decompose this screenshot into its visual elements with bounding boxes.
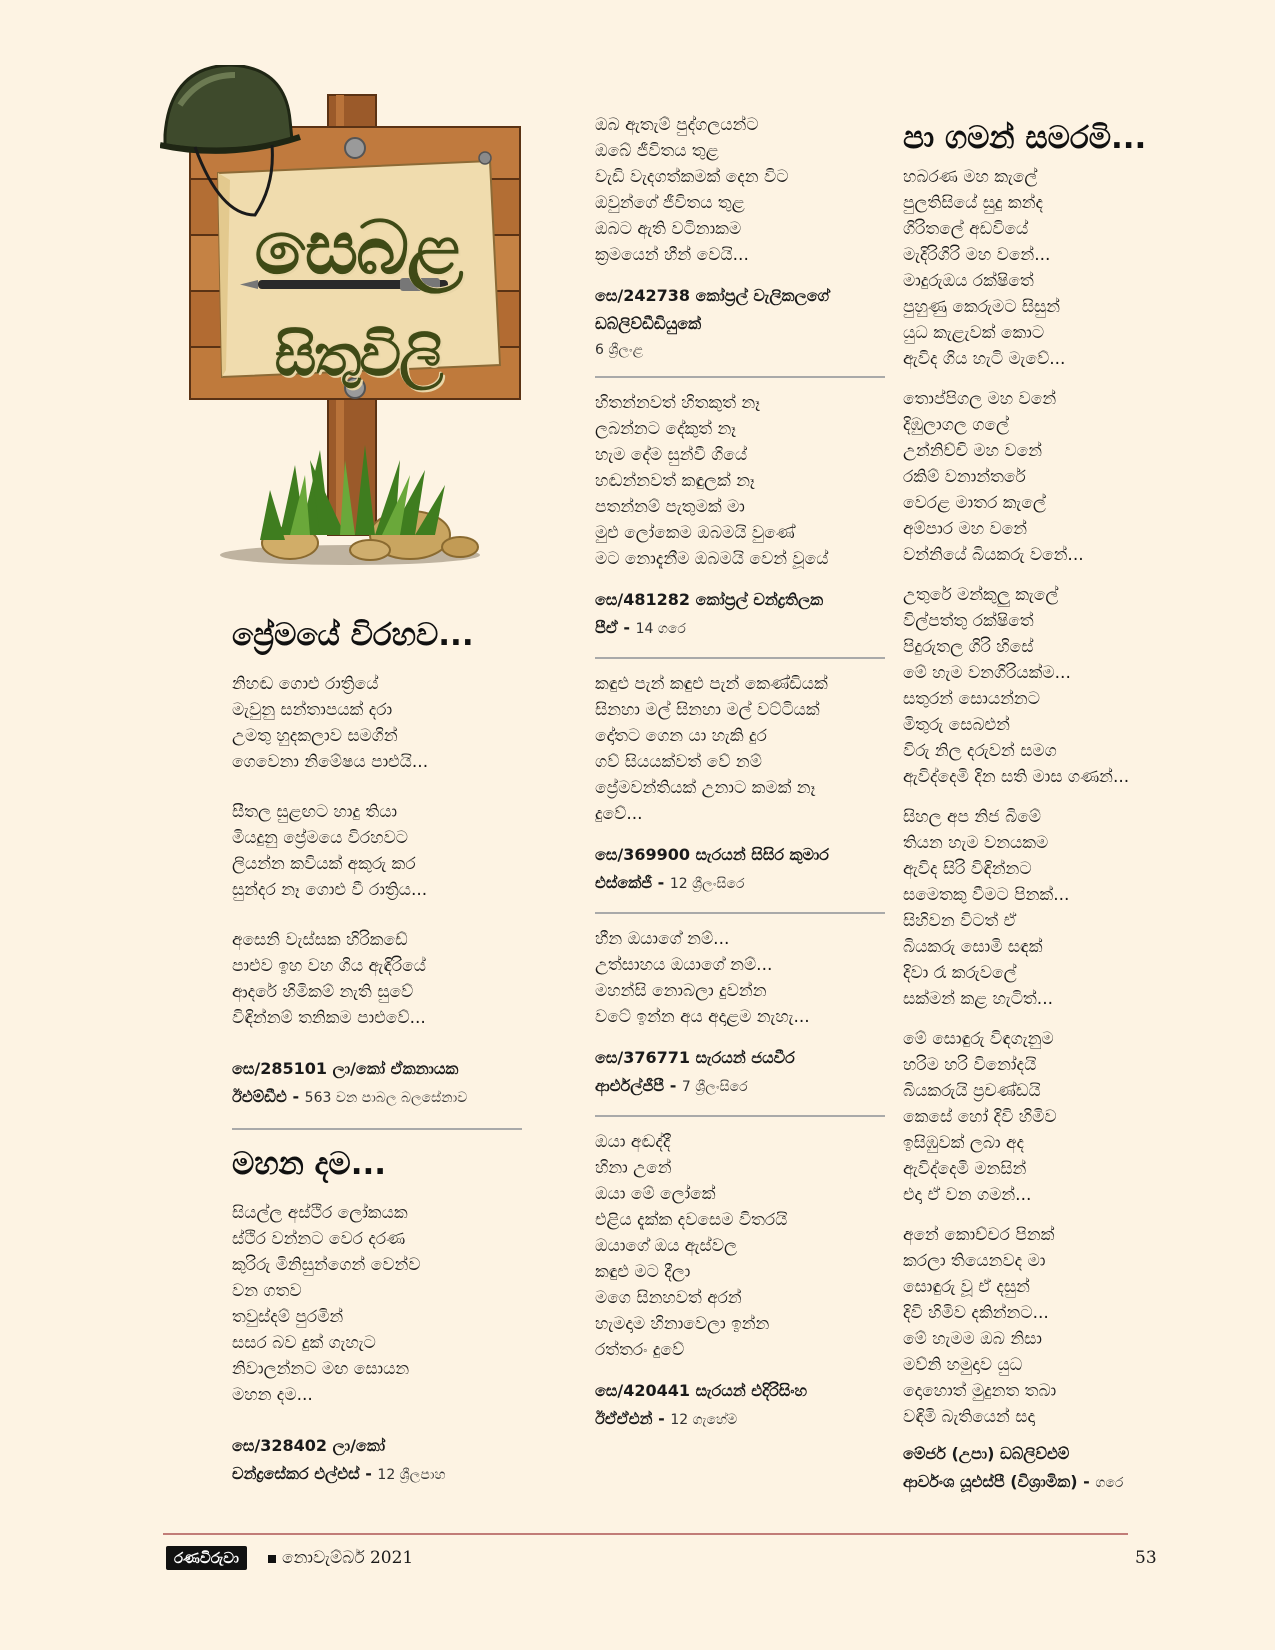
poem-line: සතුරන් සොයන්නට xyxy=(903,689,1040,709)
header-title-line2: සිතුවිලි xyxy=(274,321,442,389)
poem-line: සිනහා මල් සිනහා මල් වට්ටියක් xyxy=(595,700,820,720)
author-unit: 563 වන පාබල බලසේනාව xyxy=(304,1090,468,1106)
poem-line: ඇවිද සිරි විඳින්නට xyxy=(903,859,1032,879)
poem-line: ඔවුන්ගේ ජීවිතය තුළ xyxy=(595,193,745,213)
author-name-line1: සෙ/242738 කෝප්‍රල් වැලිකලගේ xyxy=(595,286,830,305)
poem-line: උත්සාහය ඔයාගේ නම්... xyxy=(595,955,773,975)
poem-line: තියන හැම වනයකම xyxy=(903,833,1049,853)
poem-line: ඔයාගේ ඔය ඇස්වල xyxy=(595,1236,737,1256)
poem-line: ගිරිතලේ අඩවියේ xyxy=(903,219,1029,239)
author-unit: 12 ශ්‍රීලපාහ xyxy=(377,1467,446,1483)
poem-author xyxy=(595,282,885,362)
author-name-line1: සෙ/376771 සැරයන් ජයවීර xyxy=(595,1048,795,1067)
poem-line: අනේ කොච්චර පිනක් xyxy=(903,1225,1055,1245)
poem-line: මැවුනු සන්තාපයක් දරා xyxy=(232,700,393,720)
stanza xyxy=(903,1222,1203,1430)
poem-line: සක්මන් කළ හැටිත්... xyxy=(903,989,1053,1009)
poem-line: විඳින්නම් තනිකම පාළුවේ... xyxy=(232,1008,426,1028)
poem-line: මාදුරුඔය රක්ෂිතේ xyxy=(903,271,1034,291)
divider xyxy=(232,1128,522,1130)
stanza xyxy=(232,927,522,1031)
divider xyxy=(595,1115,885,1117)
poem-line: වටේ ඉන්න අය අදාළම නැහැ... xyxy=(595,1007,810,1027)
poem-line: සිහිවන විටත් ඒ xyxy=(903,911,1017,931)
poem-line: සීතල සුළඟට හාදු තියා xyxy=(232,802,398,822)
poem-line: හැමදාම හිනාවෙලා ඉන්න xyxy=(595,1314,770,1334)
poem-mahana-dama xyxy=(232,1144,522,1489)
stanza xyxy=(595,1129,885,1363)
author-initials: චන්ද්‍රසේකර එල්එස් xyxy=(232,1464,360,1483)
poem-author xyxy=(232,1432,522,1489)
poem-line: හරිම හරි විනෝදයි xyxy=(903,1055,1037,1075)
poem-line: හිතන්නවත් හිතකුත් නෑ xyxy=(595,393,760,413)
poem-title: මහන දම... xyxy=(232,1146,387,1182)
poem-line: කඳුළු මට දීලා xyxy=(595,1262,691,1282)
author-unit: 14 ගරෙ xyxy=(635,621,686,637)
poem-line: ඔබේ ජීවිතය තුළ xyxy=(595,141,719,161)
author-initials: එස්කේජී xyxy=(595,873,653,892)
stanza xyxy=(232,799,522,903)
divider xyxy=(595,376,885,378)
author-unit: 7 ශ්‍රීලංසිරෙ xyxy=(681,1079,748,1095)
poem-line: මහන්සි නොබලා දුවන්න xyxy=(595,981,767,1001)
poem-line: වන්නියේ බියකරු වනේ... xyxy=(903,545,1084,565)
poem-pa-gaman-samarami xyxy=(903,118,1203,1497)
poem-line: නිහඬ ගොළු රාත්‍රියේ xyxy=(232,674,379,694)
poem-line: හබරණ මහ කැලේ xyxy=(903,167,1038,187)
poem-line: සියල්ල අස්ථිර ලෝකයක xyxy=(232,1203,408,1223)
poem-line: ඔබ ඇතැම් පුද්ගලයන්ට xyxy=(595,115,759,135)
poem-line: දිවි හිමිව දකින්නට... xyxy=(903,1303,1049,1323)
author-name-line2: පීඒ - 14 ගරෙ xyxy=(595,618,686,637)
poem-line: උමතු හුදකලාව සමගින් xyxy=(232,726,398,746)
poem-line: නිවාලන්නට මඟ සොයන xyxy=(232,1359,410,1379)
author-unit: ගරෙ xyxy=(1095,1475,1124,1491)
poem-author xyxy=(595,586,885,643)
column-left xyxy=(232,615,522,1489)
poem-5 xyxy=(595,671,885,898)
poem-line: ඇවිද ගිය හැටි මැවේ... xyxy=(903,349,1066,369)
author-name-line2: ආර්එල්ජීපී - 7 ශ්‍රීලංසිරෙ xyxy=(595,1076,748,1095)
poem-author xyxy=(232,1055,522,1112)
poem-line: අසෙනි වැස්සක හිරිකඩේ xyxy=(232,930,408,950)
poem-line: විල්පත්තු රක්ෂිතේ xyxy=(903,611,1034,631)
poem-line: සුන්දර නෑ ගොළු වී රාත්‍රිය... xyxy=(232,880,428,900)
author-name-line1: සෙ/369900 සැරයන් සිසිර කුමාර xyxy=(595,845,829,864)
poem-line: ලියන්න කවියක් අකුරු කර xyxy=(232,854,416,874)
poem-line: විරු නිල දරුවන් සමග xyxy=(903,741,1057,761)
stanza xyxy=(232,671,522,775)
poem-line: මුළු ලෝකෙම ඔබමයි වුණේ xyxy=(595,523,795,543)
stanza xyxy=(232,1200,522,1408)
poem-line: සමෙතකු වීමට පිනක්... xyxy=(903,885,1070,905)
author-unit: 6 ශ්‍රීලංළ xyxy=(595,342,644,358)
poem-author xyxy=(595,1377,885,1434)
page-number: 53 xyxy=(1135,1548,1157,1568)
poem-line: වඳිමි බැතියෙන් සදා xyxy=(903,1407,1036,1427)
author-name-line2: ආර්වංශ යූඑස්පී (විශ්‍රාමික) - ගරෙ xyxy=(903,1472,1124,1491)
author-name-line2: එස්කේජී - 12 ශ්‍රීලංසිරෙ xyxy=(595,873,745,892)
stanza xyxy=(595,926,885,1030)
poem-line: කුරිරු මිනිසුන්ගෙන් වෙන්ව xyxy=(232,1255,421,1275)
poem-line: ඇවිද්දෙමි මනසින් xyxy=(903,1159,1027,1179)
poem-line: ඔයා අඬද්දී xyxy=(595,1132,671,1152)
stanza xyxy=(903,1026,1203,1208)
poem-line: බියකරු සොමි සඳක් xyxy=(903,937,1043,957)
poem-line: පාළුව ඉහ වහ ගිය ඇඳිරියේ xyxy=(232,956,426,976)
poem-line: හැම දේම සුන්වී ගියේ xyxy=(595,445,748,465)
author-unit: 12 ශ්‍රීලංසිරෙ xyxy=(669,876,745,892)
stanza xyxy=(903,582,1203,790)
poem-line: මව්නි හමුදාව යුධ xyxy=(903,1355,1023,1375)
poem-line: වෙරළ මාතර කැලේ xyxy=(903,493,1046,513)
poem-line: හඬන්නවත් කඳුලක් නෑ xyxy=(595,471,755,491)
poem-line: ප්‍රේමවන්තියක් උනාට කමක් නෑ xyxy=(595,778,816,798)
poem-line: මේ සොඳුරු විඳගැනුම xyxy=(903,1029,1054,1049)
poem-title: ප්‍රේමයේ විරහව... xyxy=(232,617,474,653)
poem-4 xyxy=(595,390,885,643)
poem-line: මේ හැම වනගිරියක්ම... xyxy=(903,663,1071,683)
author-initials: ඊඒඒඑන් xyxy=(595,1409,653,1428)
poem-line: බියකරුයි ප්‍රචණ්ඩයි xyxy=(903,1081,1041,1101)
poem-line: තවුස්දම් පුරමින් xyxy=(232,1307,344,1327)
poem-line: මේ හැමම ඔබ නිසා xyxy=(903,1329,1042,1349)
author-unit: 12 ගැහේම xyxy=(670,1412,738,1428)
poem-line: ආදරේ හිමිකම් නැති සුවේ xyxy=(232,982,414,1002)
poem-line: සිහල අප නිජ බිමේ xyxy=(903,807,1042,827)
author-name-line2: ඩබ්ලිව්ඩීඩියුකේ xyxy=(595,314,702,333)
poem-line: රත්තරං දුවේ xyxy=(595,1340,685,1360)
poem-line: සසර බව දුක් ගැහැට xyxy=(232,1333,376,1353)
poem-line: හිනා උනේ xyxy=(595,1158,672,1178)
poem-line: පුහුණු කෙරුමට සිසුන් xyxy=(903,297,1061,317)
author-name-line1: මේජර් (උපා) ඩබ්ලිව්එම් xyxy=(903,1444,1070,1463)
author-initials: ආර්එල්ජීපී xyxy=(595,1076,665,1095)
poem-line: ඉසිඹුවක් ලබා අද xyxy=(903,1133,1025,1153)
poem-line: යුධ කැළැවක් කොට xyxy=(903,323,1045,343)
poem-line: කරලා තියෙනවද මා xyxy=(903,1251,1046,1271)
poem-line: මියදුනු ප්‍රේමයෙ විරහවට xyxy=(232,828,409,848)
poem-author xyxy=(595,841,885,898)
poem-line: ගෙවෙනා නිමේෂය පාළුයි... xyxy=(232,752,429,772)
stanza xyxy=(903,804,1203,1012)
poem-line: දුවේ... xyxy=(595,804,643,824)
author-name-line2: ඊඒඒඑන් - 12 ගැහේම xyxy=(595,1409,738,1428)
poem-7 xyxy=(595,1129,885,1434)
stanza xyxy=(595,112,885,268)
poem-line: මට නොදැනීම ඔබමයි වෙන් වූයේ xyxy=(595,549,829,569)
poem-title: පා ගමන් සමරමි... xyxy=(903,120,1147,156)
poem-3 xyxy=(595,112,885,362)
poem-line: මිතුරු සෙබළුන් xyxy=(903,715,1010,735)
poem-line: පිදුරුතල ගිරි හිසේ xyxy=(903,637,1034,657)
author-initials: ඊඑම්ඩීඑ xyxy=(232,1087,287,1106)
footer-divider xyxy=(163,1533,1128,1535)
poem-line: වන ගතව xyxy=(232,1281,302,1301)
poem-line: පතන්නම් පැතුමක් මා xyxy=(595,497,745,517)
divider xyxy=(595,657,885,659)
header-sign-illustration xyxy=(160,65,530,605)
poem-line: ඇවිද්දෙමි දින සති මාස ගණන්... xyxy=(903,767,1130,787)
poem-line: රකිම් වනාන්තරේ xyxy=(903,467,1026,487)
poem-line: ගව් සියයක්වත් වේ නම් xyxy=(595,752,762,772)
poem-line: ඔබට ඇති වටිනාකම xyxy=(595,219,742,239)
poem-line: හීන ඔයාගේ නම්... xyxy=(595,929,730,949)
column-right xyxy=(903,118,1203,1497)
author-initials: ආර්වංශ යූඑස්පී (විශ්‍රාමික) xyxy=(903,1472,1078,1491)
poem-line: කෙසේ හෝ දිවි හිමිව xyxy=(903,1107,1057,1127)
poem-line: මහන දම... xyxy=(232,1385,313,1405)
poem-line: එළිය දැක්ක දවසෙම විතරයි xyxy=(595,1210,788,1230)
author-name-line1: සෙ/328402 ලා/කෝ xyxy=(232,1436,386,1455)
poem-line: අම්පාර මහ වනේ xyxy=(903,519,1028,539)
stanza xyxy=(903,164,1203,372)
poem-6 xyxy=(595,926,885,1101)
author-initials: පීඒ xyxy=(595,618,618,637)
header-title-line1: සෙබළ xyxy=(254,205,462,291)
poem-line: උන්නිච්චි මහ වනේ xyxy=(903,441,1043,461)
poem-line: ක්‍රමයෙන් හීන් වෙයි... xyxy=(595,245,749,265)
poem-line: දෝතට ගෙන යා හැකි දුර xyxy=(595,726,767,746)
author-name-line1: සෙ/285101 ලා/කෝ ඒකනායක xyxy=(232,1059,459,1078)
author-name-line1: සෙ/481282 කෝප්‍රල් චන්ද්‍රතිලක xyxy=(595,590,824,609)
poem-line: එදා ඒ වන ගමන්... xyxy=(903,1185,1032,1205)
poem-author xyxy=(595,1044,885,1101)
poem-line: කඳුළු පැන් කඳුළු පැන් කෙණ්ඩියක් xyxy=(595,674,828,694)
poem-line: පුලතිසියේ සුදු කන්ද xyxy=(903,193,1044,213)
poem-line: දිඹුලාගල ගලේ xyxy=(903,415,1009,435)
stanza xyxy=(903,386,1203,568)
stanza xyxy=(595,390,885,572)
poem-author xyxy=(903,1440,1203,1497)
poem-line: උතුරේ මන්කුලු කැලේ xyxy=(903,585,1059,605)
magazine-brand-logo: රණවිරුවා xyxy=(166,1546,247,1570)
poem-line: මැදිරිගිරි මහ වනේ... xyxy=(903,245,1051,265)
author-name-line2: චන්ද්‍රසේකර එල්එස් - 12 ශ්‍රීලපාහ xyxy=(232,1464,446,1483)
poem-line: දොහොත් මුදුනත තබා xyxy=(903,1381,1057,1401)
bullet-square-icon xyxy=(268,1555,276,1563)
column-middle xyxy=(595,112,885,1434)
issue-date: නොවැම්බර් 2021 xyxy=(282,1548,414,1568)
poem-line: ඔයා මේ ලෝකේ xyxy=(595,1184,716,1204)
author-name-line2: ඊඑම්ඩීඑ - 563 වන පාබල බලසේනාව xyxy=(232,1087,468,1106)
stanza xyxy=(595,671,885,827)
author-name-line1: සෙ/420441 සැරයන් එදිරිසිංහ xyxy=(595,1381,808,1400)
poem-line: ලබන්නට දේකුත් නෑ xyxy=(595,419,737,439)
poem-line: වැඩි වැදගත්කමක් දෙන විට xyxy=(595,167,789,187)
poem-line: දිවා රෑ කරුවලේ xyxy=(903,963,1017,983)
poem-line: සොඳුරු වූ ඒ දසුන් xyxy=(903,1277,1030,1297)
poem-line: ස්ථිර වන්නට වෙර දරණ xyxy=(232,1229,406,1249)
poem-line: මගෙ සිනහවත් අරන් xyxy=(595,1288,742,1308)
poem-line: තොප්පිගල මහ වනේ xyxy=(903,389,1057,409)
poem-prema-virahava xyxy=(232,615,522,1112)
divider xyxy=(595,912,885,914)
